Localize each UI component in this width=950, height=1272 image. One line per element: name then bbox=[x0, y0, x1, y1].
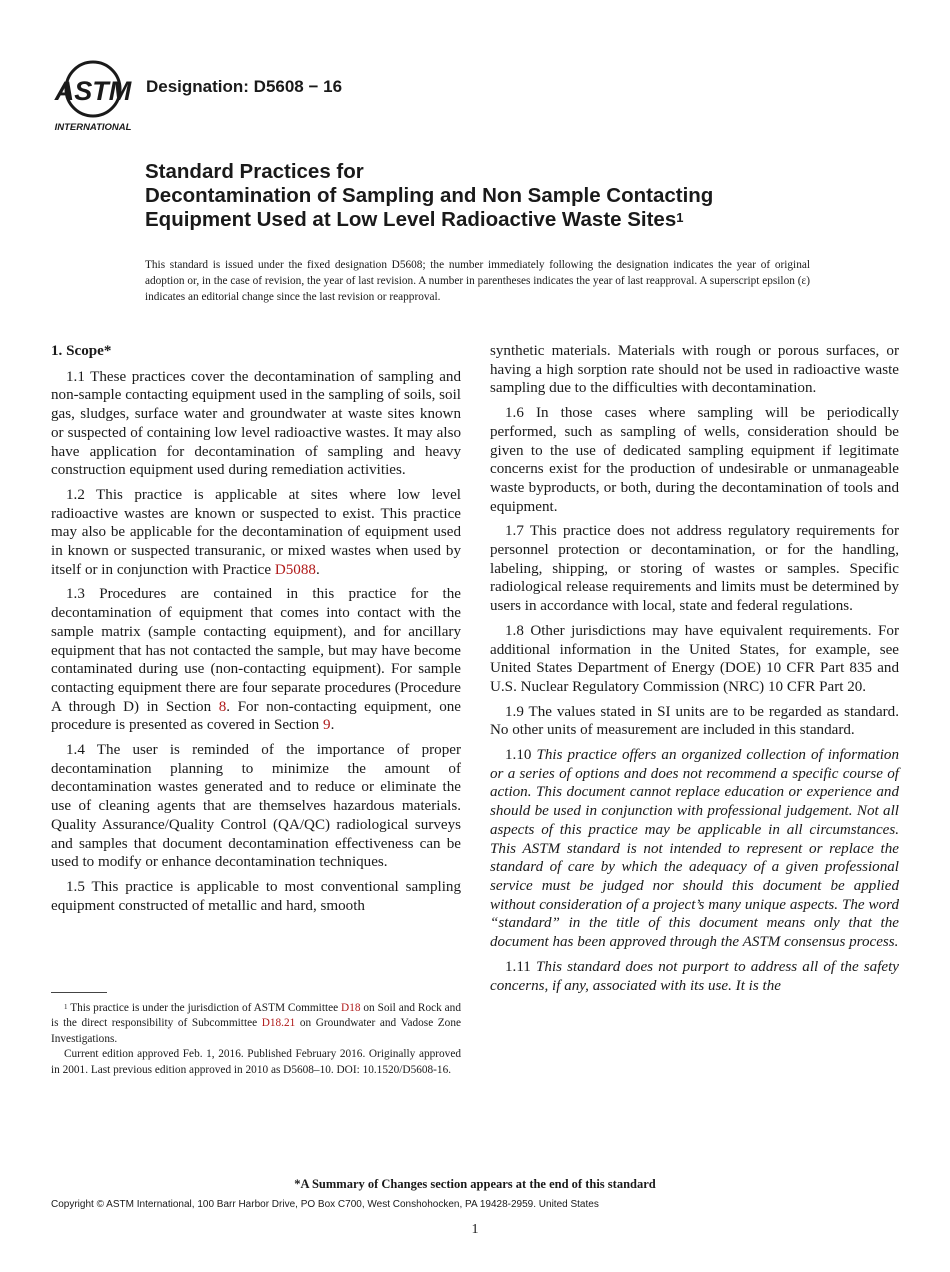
footnote-1 bbox=[51, 1001, 461, 1047]
paragraph-1-3-text-c: . bbox=[330, 717, 335, 734]
logo-subtext: INTERNATIONAL bbox=[54, 122, 132, 132]
summary-of-changes-note: *A Summary of Changes section appears at the end of this standard bbox=[294, 1177, 656, 1191]
paragraph-1-5-continued: synthetic materials. Materials with rough or porous surfaces, or having a high sorption rate should not be used in radioactive waste sampling due to the difficulties with decontamination. bbox=[490, 343, 899, 397]
astm-logo bbox=[52, 58, 134, 132]
paragraph-1-10-number: 1.10 bbox=[505, 747, 532, 764]
link-d5088[interactable]: D5088 bbox=[274, 561, 316, 578]
paragraph-1-2-text: 1.2 This practice is applicable at sites where low level radioactive wastes are known or suspected to exist. This practice may also be applicable for the decontamination of equipment used in known or suspected transuranic, or mixed wastes when used by itself or in conjunction with Practice bbox=[51, 486, 461, 578]
link-section-8[interactable]: 8 bbox=[218, 698, 227, 715]
title-line-3-text: Equipment Used at Low Level Radioactive Waste Sites bbox=[145, 208, 677, 231]
footnote-1-text-c: on Groundwater and Vadose Zone Investigations. bbox=[51, 1017, 461, 1045]
copyright: Copyright © ASTM International, 100 Barr Harbor Drive, PO Box C700, West Conshohocken, PA 19428-2959. United States bbox=[51, 1199, 599, 1210]
paragraph-1-8: 1.8 Other jurisdictions may have equivalent requirements. For additional information in the United States, for example, see United States Department of Energy (DOE) 10 CFR Part 835 and U.S. Nuclear Regulatory Commission (NRC) 10 CFR Part 20. bbox=[490, 622, 899, 695]
link-section-9[interactable]: 9 bbox=[323, 717, 331, 734]
paragraph-1-7: 1.7 This practice does not address regulatory requirements for personnel protection or decontamination, or for the handling, labeling, shipping, or storing of wastes or samples. Specific radiological release requirements and limits must be determined by users in accordance with local, state and federal regulations. bbox=[490, 523, 899, 615]
footnote-1-text-b: on Soil and Rock and is the direct responsibility of Subcommittee bbox=[51, 1002, 461, 1030]
paragraph-1-11-number: 1.11 bbox=[505, 958, 531, 975]
paragraph-1-10 bbox=[490, 746, 899, 952]
astm-logo-graphic bbox=[52, 58, 134, 132]
paragraph-1-2-end: . bbox=[315, 561, 320, 578]
section-heading-scope: 1. Scope* bbox=[51, 343, 112, 359]
paragraph-1-3 bbox=[51, 585, 461, 735]
page-title bbox=[145, 160, 865, 232]
standard-note: This standard is issued under the fixed designation D5608; the number immediately following the designation indicates the year of original adoption or, in the case of revision, the year of last revision. A number in parentheses indicates the year of last reapproval. A superscript epsilon (ε) indicates an editorial change since the last revision or reapproval. bbox=[145, 259, 810, 303]
footnote-divider bbox=[51, 992, 107, 993]
paragraph-1-1: 1.1 These practices cover the decontamination of sampling and non-sample contacting equipment used in the sampling of soils, soil gas, sludges, surface water and groundwater at waste sites known or suspected of containing low level radioactive wastes. It may also have application for decontamination of sampling and heavy construction equipment used during remediation activities. bbox=[51, 368, 461, 479]
paragraph-1-11 bbox=[490, 958, 899, 995]
link-d18[interactable]: D18 bbox=[341, 1002, 361, 1014]
paragraph-1-4: 1.4 The user is reminded of the importance of proper decontamination planning to minimize the amount of decontamination wastes generated and to reduce or eliminate the use of cleaning agents that are themselves hazardous materials. Quality Assurance/Quality Control (QA/QC) radiological surveys and samples that document decontamination effectiveness can be used to modify or enhance decontamination techniques. bbox=[51, 742, 461, 871]
footnote-2: Current edition approved Feb. 1, 2016. Published February 2016. Originally approved in 2001. Last previous edition approved in 2010 as D5608–10. DOI: 10.1520/D5608-16. bbox=[51, 1048, 461, 1076]
title-line-2: Decontamination of Sampling and Non Sample Contacting bbox=[145, 184, 714, 207]
title-footnote-ref[interactable]: 1 bbox=[676, 210, 684, 225]
link-d18-21[interactable]: D18.21 bbox=[261, 1017, 296, 1030]
title-line-3 bbox=[145, 208, 865, 232]
page-number: 1 bbox=[471, 1222, 479, 1237]
left-column bbox=[51, 342, 461, 921]
logo-text: ASTM bbox=[54, 76, 132, 106]
paragraph-1-3-text-a: 1.3 Procedures are contained in this practice for the decontamination of equipment that comes into contact with the sample matrix (sample contacting equipment), and for ancillary equipment that has not contacted the sample, but may have become contaminated during use (non-contacting equipment). For sample contacting equipment there are four separate procedures (Procedure A through D) in Section bbox=[51, 586, 461, 715]
right-column bbox=[490, 342, 899, 1001]
paragraph-1-6: 1.6 In those cases where sampling will be periodically performed, such as sampling of wells, consideration should be given to the use of dedicated sampling equipment if legitimate concerns exist for the production of undesirable or unmanageable waste byproducts, or both, during the decontamination of tools and equipment. bbox=[490, 405, 899, 515]
paragraph-1-10-text: This practice offers an organized collection of information or a series of options and does not recommend a specific course of action. This document cannot replace education or experience and should be used in conjunction with professional judgement. Not all aspects of this practice may be applicable in all circumstances. This ASTM standard is not intended to represent or replace the standard of care by which the adequacy of a given professional service must be judged nor should this document be applied without consideration of a project’s many unique aspects. The word “standard” in the title of this document means only that the document has been approved through the ASTM consensus process. bbox=[490, 747, 900, 951]
title-line-1: Standard Practices for bbox=[145, 160, 364, 183]
designation: Designation: D5608 − 16 bbox=[146, 77, 343, 96]
footnote-1-text-a: This practice is under the jurisdiction of ASTM Committee bbox=[70, 1002, 339, 1014]
footnotes bbox=[51, 1001, 461, 1078]
paragraph-1-5-start: 1.5 This practice is applicable to most conventional sampling equipment constructed of metallic and hard, smooth bbox=[51, 878, 461, 914]
footnote-1-number: 1 bbox=[64, 1003, 68, 1011]
paragraph-1-2 bbox=[51, 486, 461, 580]
paragraph-1-9: 1.9 The values stated in SI units are to be regarded as standard. No other units of measurement are included in this standard. bbox=[490, 703, 899, 739]
paragraph-1-11-text: This standard does not purport to address all of the safety concerns, if any, associated with its use. It is the bbox=[490, 958, 899, 994]
paragraph-1-3-text-b: . For non-contacting equipment, one procedure is presented as covered in Section bbox=[51, 698, 461, 734]
